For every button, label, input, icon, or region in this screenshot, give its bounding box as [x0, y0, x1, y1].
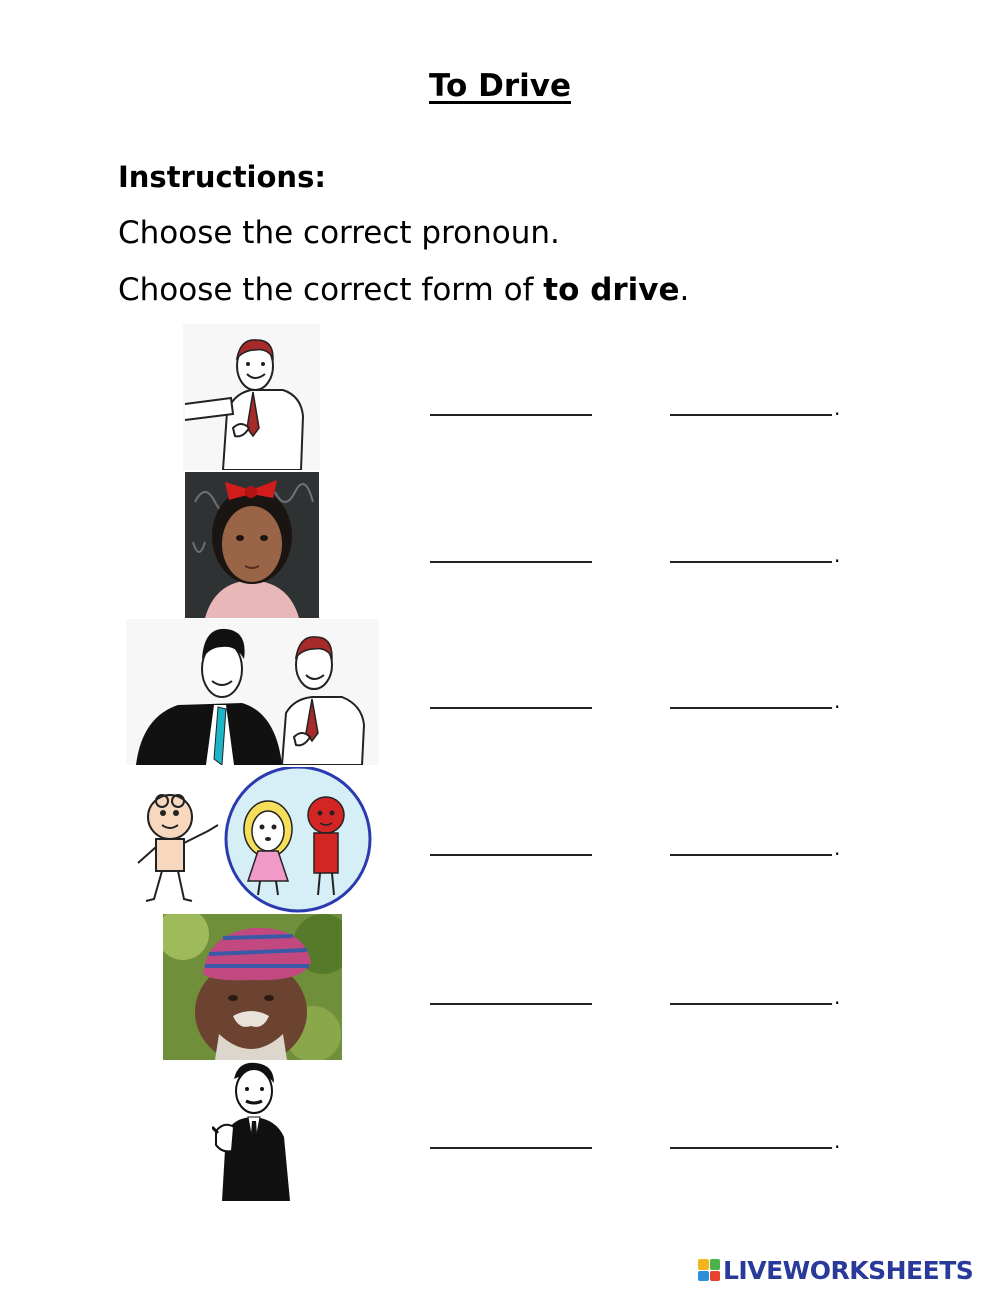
instruction-verb-suffix: . — [679, 272, 690, 308]
sentence-period: . — [834, 836, 841, 860]
pronoun-blank[interactable] — [430, 1003, 592, 1005]
pronoun-blank[interactable] — [430, 414, 592, 416]
verb-blank[interactable] — [670, 707, 832, 709]
man-pointing-viewer-picture — [212, 1061, 294, 1201]
pronoun-blank[interactable] — [430, 561, 592, 563]
exercise-row-5 — [0, 914, 1000, 1062]
pronoun-blank[interactable] — [430, 854, 592, 856]
verb-blank[interactable] — [670, 1147, 832, 1149]
liveworksheets-mark-icon — [698, 1259, 720, 1281]
exercise-row-4 — [0, 767, 1000, 915]
exercise-row-2 — [0, 472, 1000, 620]
pronoun-blank[interactable] — [430, 707, 592, 709]
sentence-period: . — [834, 689, 841, 713]
two-men-picture — [126, 619, 379, 765]
girl-picture — [185, 472, 319, 618]
verb-blank[interactable] — [670, 1003, 832, 1005]
verb-blank[interactable] — [670, 561, 832, 563]
worksheet-title: To Drive — [429, 68, 571, 104]
verb-blank[interactable] — [670, 854, 832, 856]
instruction-verb-form — [118, 272, 689, 308]
exercise-row-6 — [0, 1061, 1000, 1209]
instruction-verb-prefix: Choose the correct form of — [118, 272, 544, 308]
instruction-pronoun: Choose the correct pronoun. — [118, 215, 560, 251]
verb-blank[interactable] — [670, 414, 832, 416]
exercise-row-1 — [0, 324, 1000, 472]
instructions-heading: Instructions: — [118, 160, 326, 194]
pronoun-blank[interactable] — [430, 1147, 592, 1149]
liveworksheets-brand: LIVEWORKSHEETS — [723, 1255, 974, 1285]
sentence-period: . — [834, 396, 841, 420]
exercise-row-3 — [0, 619, 1000, 767]
man-with-turban-picture — [163, 914, 342, 1060]
instruction-verb-bold: to drive — [543, 272, 680, 308]
liveworksheets-logo — [698, 1256, 973, 1284]
man-pointing-self-picture — [183, 324, 320, 470]
stick-figure-and-kids-picture — [132, 767, 374, 913]
sentence-period: . — [834, 543, 841, 567]
sentence-period: . — [834, 1129, 841, 1153]
sentence-period: . — [834, 985, 841, 1009]
